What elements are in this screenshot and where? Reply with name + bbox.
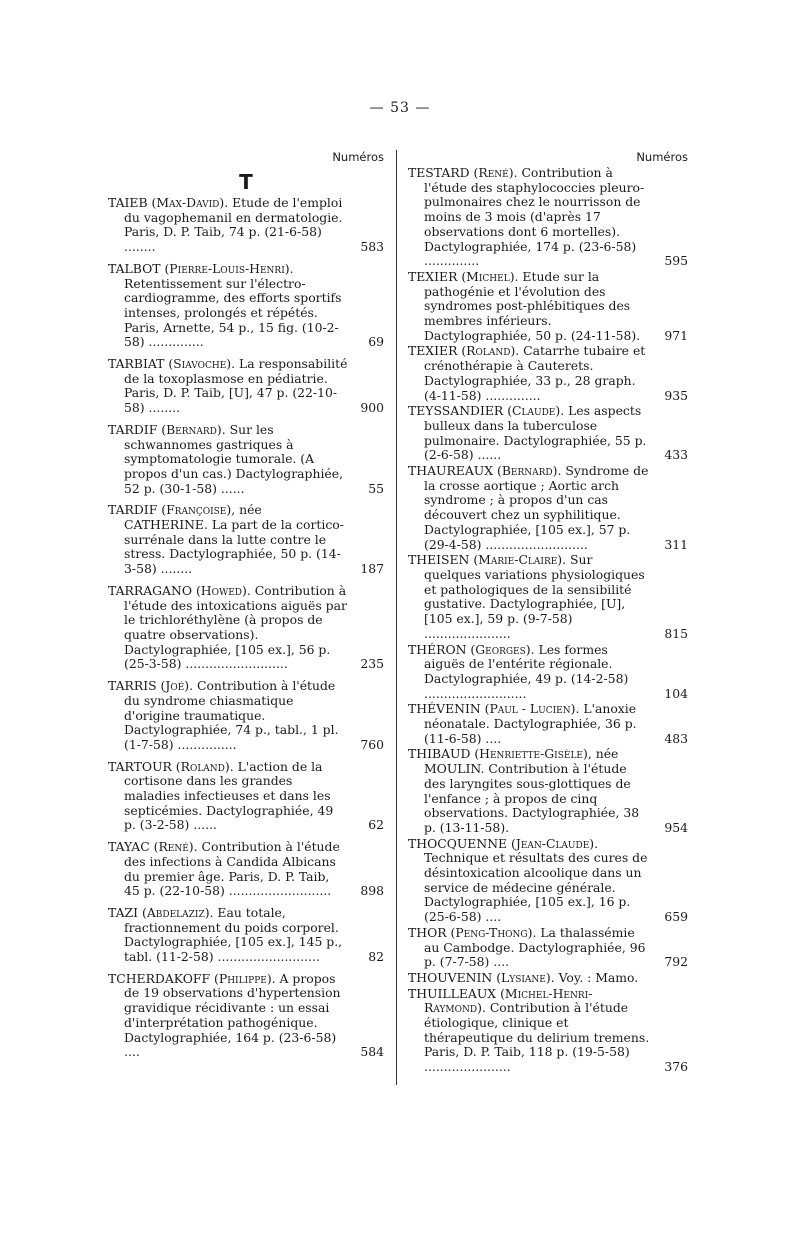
index-entry	[108, 423, 384, 497]
index-entry	[108, 760, 384, 834]
entry-body	[408, 464, 652, 552]
entry-number: 659	[664, 909, 688, 925]
index-entry	[408, 987, 688, 1075]
author-given-name: (Peng-Thong)	[446, 924, 533, 940]
numeros-header-left: Numéros	[332, 150, 384, 164]
entry-text: . Contribution à l'étude des staphylococcies pleuro-pulmonaires chez le nourrisson de moins de 3 mois (d'après 17 observations dont 6 mortelles). Dactylographiée, 174 p. (23-6-58) ..............	[424, 165, 645, 269]
index-entry	[108, 357, 384, 416]
entry-number: 900	[360, 400, 384, 416]
author-surname: TEXIER	[408, 343, 458, 359]
entry-number: 483	[664, 730, 688, 746]
index-entry	[408, 643, 688, 702]
entry-body	[408, 987, 652, 1075]
entry-number: 760	[360, 736, 384, 752]
author-surname: TARDIF	[108, 502, 158, 518]
entry-text: . La thalassémie au Cambodge. Dactylographiée, 96 p. (7-7-58) ....	[424, 924, 646, 970]
author-given-name: (René)	[469, 165, 514, 180]
author-given-name: (Michel)	[457, 268, 515, 284]
entry-body	[108, 760, 348, 834]
index-entry	[108, 503, 384, 577]
entry-number: 104	[664, 685, 688, 701]
author-surname: THÉVENIN	[408, 701, 481, 717]
author-surname: TCHERDAKOFF	[108, 970, 211, 986]
right-column	[408, 150, 688, 1076]
entry-body	[108, 584, 348, 672]
index-entry	[108, 972, 384, 1060]
author-given-name: (Abdelaziz)	[138, 904, 210, 920]
entry-body	[108, 972, 348, 1060]
section-letter: T	[239, 170, 253, 194]
author-surname: TARBIAT	[108, 356, 165, 372]
entry-text: . Catarrhe tubaire et crénothérapie à Cauterets. Dactylographiée, 33 p., 28 graph. (4-11-58) ..............	[424, 343, 646, 403]
right-entry-list	[408, 166, 688, 1075]
entry-text: . Contribution à l'étude étiologique, clinique et thérapeutique du delirium tremens. Paris, D. P. Taib, 118 p. (19-5-58) ......................	[424, 1000, 650, 1075]
author-surname: TEYSSANDIER	[408, 403, 504, 419]
author-given-name: (Claude)	[503, 403, 561, 419]
entry-text: . Sur les schwannomes gastriques à symptomatologie tumorale. (A propos d'un cas.) Dactylographiée, 52 p. (30-1-58) ......	[124, 421, 344, 496]
index-entry	[108, 906, 384, 965]
entry-number: 187	[360, 561, 384, 577]
entry-number: 792	[664, 954, 688, 970]
index-entry	[408, 926, 688, 970]
author-surname: THOUVENIN	[408, 969, 493, 985]
entry-body	[408, 553, 652, 641]
entry-text: . Technique et résultats des cures de désintoxication alcoolique dans un service de médecine générale. Dactylographiée, [105 ex.], 16 p. (25-6-58) ....	[424, 835, 648, 925]
index-entry	[108, 584, 384, 672]
entry-body	[408, 702, 652, 746]
entry-body	[108, 423, 348, 497]
index-entry	[108, 840, 384, 899]
author-given-name: (Jean-Claude)	[507, 835, 595, 851]
entry-text: . Etude sur la pathogénie et l'évolution des syndromes post-phlébitiques des membres inférieurs. Dactylographiée, 50 p. (24-11-58).	[424, 268, 641, 343]
author-surname: TAYAC	[108, 839, 150, 855]
entry-body	[408, 344, 652, 403]
entry-body	[408, 166, 652, 269]
entry-text: . Syndrome de la crosse aortique ; Aortic arch syndrome ; à propos d'un cas découvert chez un syphilitique. Dactylographiée, [105 ex.], 57 p. (29-4-58) ..........................	[424, 463, 649, 552]
author-surname: THIBAUD	[408, 746, 471, 762]
numeros-header-right: Numéros	[636, 150, 688, 164]
entry-text: , née MOULIN. Contribution à l'étude des laryngites sous-glottiques de l'enfance ; à propos de cinq observations. Dactylographiée, 38 p. (13-11-58).	[424, 746, 640, 835]
entry-body	[108, 840, 348, 899]
entry-body	[108, 357, 348, 416]
entry-text: , née CATHERINE. La part de la cortico-surrénale dans la lutte contre le stress. Dactylographiée, 50 p. (14-3-58) ........	[124, 502, 344, 577]
author-surname: TAZI	[108, 904, 139, 920]
author-surname: TARRAGANO	[108, 582, 192, 598]
entry-number: 235	[360, 656, 384, 672]
author-given-name: (Philippe)	[210, 970, 272, 986]
index-entry	[408, 166, 688, 269]
entry-number: 935	[664, 387, 688, 403]
index-entry	[108, 262, 384, 350]
left-column	[108, 150, 384, 1067]
author-given-name: (Lysiane)	[492, 969, 551, 985]
author-given-name: (Bernard)	[157, 421, 222, 437]
page-number: — 53 —	[369, 100, 431, 116]
entry-number: 69	[368, 334, 384, 350]
entry-number: 55	[368, 480, 384, 496]
index-entry	[408, 404, 688, 463]
entry-number: 815	[664, 625, 688, 641]
entry-number: 954	[664, 819, 688, 835]
entry-number: 82	[368, 949, 384, 965]
index-entry	[408, 344, 688, 403]
index-entry	[108, 679, 384, 753]
entry-body	[408, 837, 652, 925]
author-surname: THEISEN	[408, 552, 470, 568]
entry-number: 311	[664, 536, 688, 552]
index-entry	[408, 702, 688, 746]
column-divider	[396, 150, 397, 1085]
author-given-name: (Roland)	[457, 343, 516, 359]
entry-number: 584	[360, 1044, 384, 1060]
author-surname: THAUREAUX	[408, 463, 494, 479]
author-given-name: (Michel-Henri-Raymond)	[424, 985, 593, 1016]
entry-text: . Contribution à l'étude du syndrome chiasmatique d'origine traumatique. Dactylographiée, 74 p., tabl., 1 pl. (1-7-58) ...............	[124, 678, 339, 752]
entry-number: 433	[664, 447, 688, 463]
entry-text: . Les aspects bulleux dans la tuberculose pulmonaire. Dactylographiée, 55 p. (2-6-58) ......	[424, 403, 647, 463]
entry-body	[408, 643, 652, 702]
author-surname: THOR	[408, 924, 447, 940]
entry-body	[408, 270, 652, 344]
entry-body	[408, 926, 652, 970]
entry-number: 583	[360, 239, 384, 255]
entry-text: . L'action de la cortisone dans les grandes maladies infectieuses et dans les septicémies. Dactylographiée, 49 p. (3-2-58) ......	[124, 758, 334, 833]
entry-text: . A propos de 19 observations d'hypertension gravidique récidivante : un essai d'interprétation pathogénique. Dactylographiée, 164 p. (23-6-58) ....	[124, 970, 341, 1060]
entry-body	[408, 747, 652, 835]
entry-text: . Eau totale, fractionnement du poids corporel. Dactylographiée, [105 ex.], 145 p., tabl. (11-2-58) ..........................	[124, 904, 343, 965]
entry-body	[108, 262, 348, 350]
index-entry	[408, 837, 688, 925]
author-surname: TARTOUR	[108, 758, 172, 774]
entry-number: 971	[664, 327, 688, 343]
author-given-name: (René)	[149, 839, 194, 855]
author-surname: TAIEB	[108, 195, 148, 210]
author-given-name: (Pierre-Louis-Henri)	[160, 260, 290, 276]
author-given-name: (Howed)	[192, 582, 247, 598]
author-surname: THÉRON	[408, 641, 467, 657]
entry-text: . Les formes aiguës de l'entérite régionale. Dactylographiée, 49 p. (14-2-58) ..........................	[424, 641, 629, 701]
author-given-name: (Roland)	[171, 758, 230, 774]
author-surname: TESTARD	[408, 165, 470, 180]
index-entry	[408, 464, 688, 552]
author-given-name: (Bernard)	[493, 463, 558, 479]
index-entry	[408, 971, 688, 986]
entry-body	[108, 679, 348, 753]
entry-body	[108, 503, 348, 577]
author-surname: TALBOT	[108, 260, 161, 276]
index-entry	[408, 553, 688, 641]
index-entry	[408, 747, 688, 835]
index-entry	[108, 196, 384, 255]
author-surname: TARRIS	[108, 678, 157, 694]
entry-number: 898	[360, 883, 384, 899]
author-surname: THUILLEAUX	[408, 985, 497, 1001]
entry-text: . Contribution à l'étude des infections à Candida Albicans du premier âge. Paris, D. P. Taib, 45 p. (22-10-58) ..........................	[124, 839, 340, 899]
author-surname: TEXIER	[408, 268, 458, 284]
index-entry	[408, 270, 688, 344]
entry-body	[408, 971, 652, 986]
entry-text: . La responsabilité de la toxoplasmose en pédiatrie. Paris, D. P. Taib, [U], 47 p. (22-10-58) ........	[124, 356, 348, 416]
author-surname: THOCQUENNE	[408, 835, 508, 851]
entry-text: . Contribution à l'étude des intoxications aiguës par le trichloréthylène (à propos de quatre observations). Dactylographiée, [105 ex.], 56 p. (25-3-58) ..........................	[124, 582, 347, 672]
entry-number: 595	[664, 253, 688, 269]
author-given-name: (Françoise)	[157, 502, 232, 518]
author-surname: TARDIF	[108, 421, 158, 437]
entry-body	[408, 404, 652, 463]
left-entry-list	[108, 196, 384, 1060]
entry-text: . Etude de l'emploi du vagophemanil en dermatologie. Paris, D. P. Taib, 74 p. (21-6-58) ........	[124, 195, 343, 255]
author-given-name: (Paul - Lucien)	[480, 701, 576, 717]
entry-text: . Retentissement sur l'électro-cardiogramme, des efforts sportifs intenses, prolongés et répétés. Paris, Arnette, 54 p., 15 fig. (10-2-58) ..............	[124, 260, 342, 350]
entry-body	[108, 196, 348, 255]
author-given-name: (Siavoche)	[164, 356, 232, 372]
author-given-name: (Georges)	[466, 641, 531, 657]
entry-number: 376	[664, 1059, 688, 1075]
entry-number: 62	[368, 817, 384, 833]
author-given-name: (Joé)	[156, 678, 190, 694]
entry-body	[108, 906, 348, 965]
entry-text: . Sur quelques variations physiologiques et pathologiques de la sensibilité gustative. Dactylographiée, [U], [105 ex.], 59 p. (9-7-58) ......................	[424, 552, 645, 641]
author-given-name: (Henriette-Gisèle)	[470, 746, 588, 762]
entry-text: . L'anoxie néonatale. Dactylographiée, 36 p. (11-6-58) ....	[424, 701, 637, 746]
author-given-name: (Max-David)	[147, 195, 225, 210]
author-given-name: (Marie-Claire)	[469, 552, 563, 568]
entry-text: . Voy. : Mamo.	[550, 969, 639, 985]
